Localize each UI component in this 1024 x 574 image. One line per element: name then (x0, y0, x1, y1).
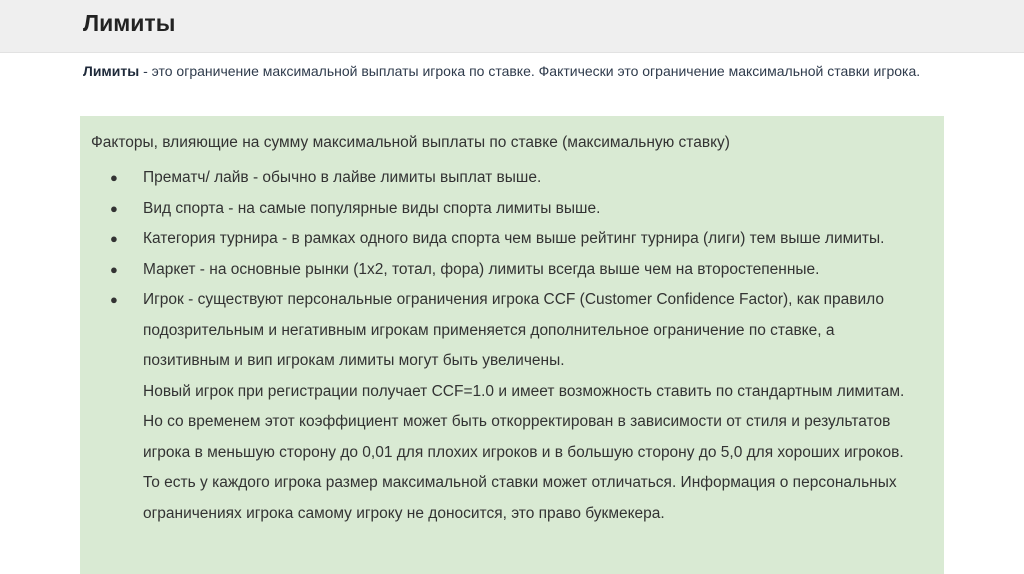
factor-item-text: Категория турнира - в рамках одного вида спорта чем выше рейтинг турнира (лиги) тем выше лимиты. (143, 230, 885, 247)
factor-item-text: Прематч/ лайв - обычно в лайве лимиты выплат выше. (143, 169, 542, 186)
factor-item-sport (80, 194, 944, 225)
bullet-icon: ● (110, 292, 118, 307)
factor-item-player (80, 285, 944, 529)
factor-item-extra-text: Новый игрок при регистрации получает CCF=1.0 и имеет возможность ставить по стандартным лимитам. Но со временем этот коэффициент может быть откорректирован в зависимости от стиля и результатов игрока в меньшую сторону до 0,01 для плохих игроков и в большую сторону до 5,0 для хороших игроков. То есть у каждого игрока размер максимальной ставки может отличаться. Информация о персональных ограничениях игрока самому игроку не доносится, это право букмекера. (143, 382, 905, 522)
intro-paragraph (83, 61, 923, 82)
intro-term: Лимиты (83, 63, 140, 79)
factor-item-prematch-live (80, 163, 944, 194)
bullet-icon: ● (110, 200, 118, 216)
intro-text: - это ограничение максимальной выплаты игрока по ставке. Фактически это ограничение максимальной ставки игрока. (139, 63, 921, 79)
factor-item-market (80, 255, 944, 286)
factor-list (80, 163, 944, 529)
slide-title: Лимиты (83, 10, 176, 36)
header-bar (0, 0, 1024, 53)
bullet-icon: ● (110, 170, 118, 185)
bullet-icon: ● (110, 231, 118, 246)
factors-heading: Факторы, влияющие на сумму максимальной выплаты по ставке (максимальную ставку) (91, 134, 730, 151)
factor-item-text: Маркет - на основные рынки (1х2, тотал, фора) лимиты всегда выше чем на второстепенные. (143, 260, 820, 278)
factor-item-tournament (80, 224, 944, 255)
factor-item-text: Игрок - существуют персональные ограничения игрока CCF (Customer Confidence Factor), как правило подозрительным и негативным игрокам применяется дополнительное ограничение по ставке, а позитивным и вип игрокам лимиты могут быть увеличены. (143, 291, 884, 369)
bullet-icon: ● (110, 261, 118, 277)
factors-box (80, 116, 944, 574)
factor-item-text: Вид спорта - на самые популярные виды спорта лимиты выше. (143, 199, 601, 217)
